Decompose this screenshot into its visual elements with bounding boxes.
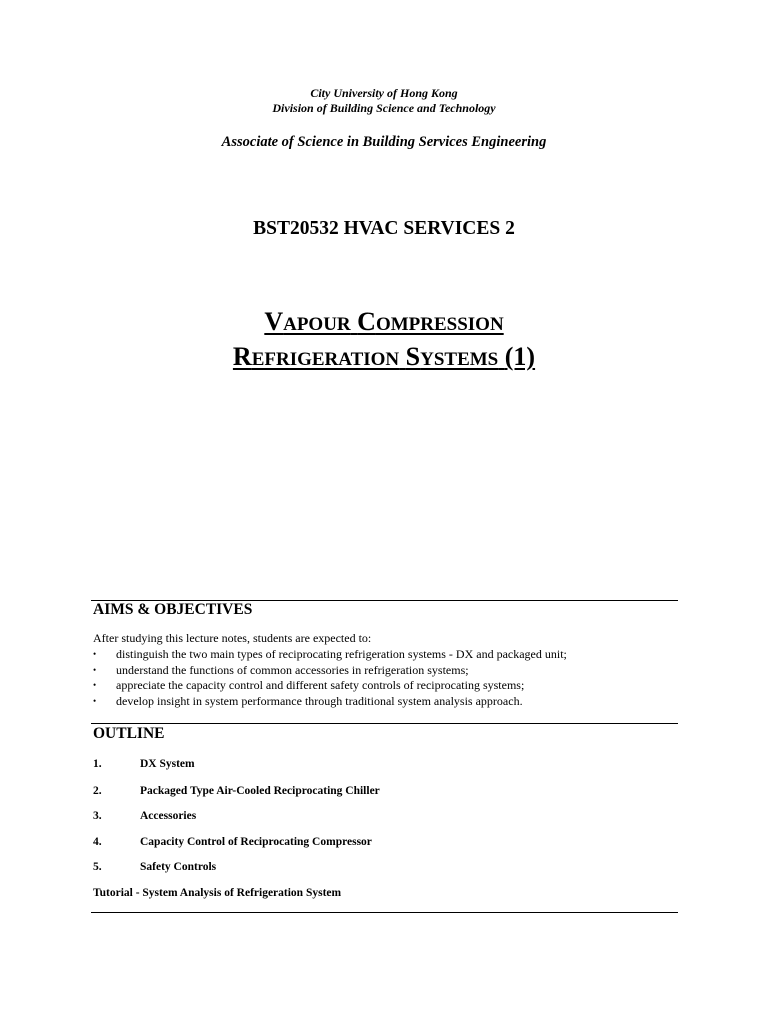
bullet-icon: • [93,680,97,690]
aims-intro: After studying this lecture notes, students are expected to: [93,631,372,645]
list-item [93,647,567,663]
outline-item-number: 2. [93,785,102,797]
outline-item-text: Packaged Type Air-Cooled Reciprocating Chiller [140,785,380,797]
list-item-text: appreciate the capacity control and different safety controls of reciprocating systems; [116,678,525,692]
outline-item [93,784,380,798]
bullet-icon: • [93,664,97,675]
outline-heading: OUTLINE [93,725,165,742]
list-item [93,663,567,679]
document-title [0,306,768,376]
title-cap-c: C [357,307,376,336]
outline-item-number: 5. [93,861,102,873]
list-item [93,694,567,710]
title-word-ompression: OMPRESSION [375,314,504,335]
list-item [93,678,567,694]
list-item-text: develop insight in system performance through traditional system analysis approach. [116,693,523,708]
list-item-text: distinguish the two main types of reciprocating refrigeration systems - DX and packaged unit; [116,647,567,661]
title-line-2 [233,341,535,376]
university-header [0,86,768,116]
title-number: (1) [504,342,536,371]
divider-middle [91,723,678,724]
outline-item [93,860,216,874]
outline-item-number: 1. [93,758,102,770]
outline-item-number: 3. [93,810,102,822]
university-name: City University of Hong Kong [310,86,458,100]
aims-list [93,647,567,709]
title-line-1 [264,306,503,341]
aims-heading: AIMS & OBJECTIVES [93,601,253,618]
division-name: Division of Building Science and Technology [272,101,496,115]
tutorial-line: Tutorial - System Analysis of Refrigeration System [93,887,342,899]
title-word-apour: APOUR [283,314,351,335]
title-word-ystems: YSTEMS [420,349,499,370]
bullet-icon: • [93,695,97,706]
program-name: Associate of Science in Building Services Engineering [221,134,547,150]
course-title: BST20532 HVAC SERVICES 2 [253,218,515,239]
title-cap-r: R [232,342,252,371]
outline-item-number: 4. [93,836,102,848]
bullet-icon: • [93,649,97,659]
outline-item-text: DX System [140,758,195,770]
outline-item [93,835,372,849]
outline-item [93,809,196,823]
outline-item [93,757,195,771]
title-cap-s: S [405,342,421,371]
list-item-text: understand the functions of common accessories in refrigeration systems; [116,662,469,677]
title-cap-v: V [264,307,284,336]
outline-item-text: Accessories [140,810,197,822]
outline-item-text: Capacity Control of Reciprocating Compressor [140,836,372,848]
title-word-efrigeration: EFRIGERATION [251,349,400,370]
divider-bottom [91,912,678,913]
outline-item-text: Safety Controls [140,861,217,873]
